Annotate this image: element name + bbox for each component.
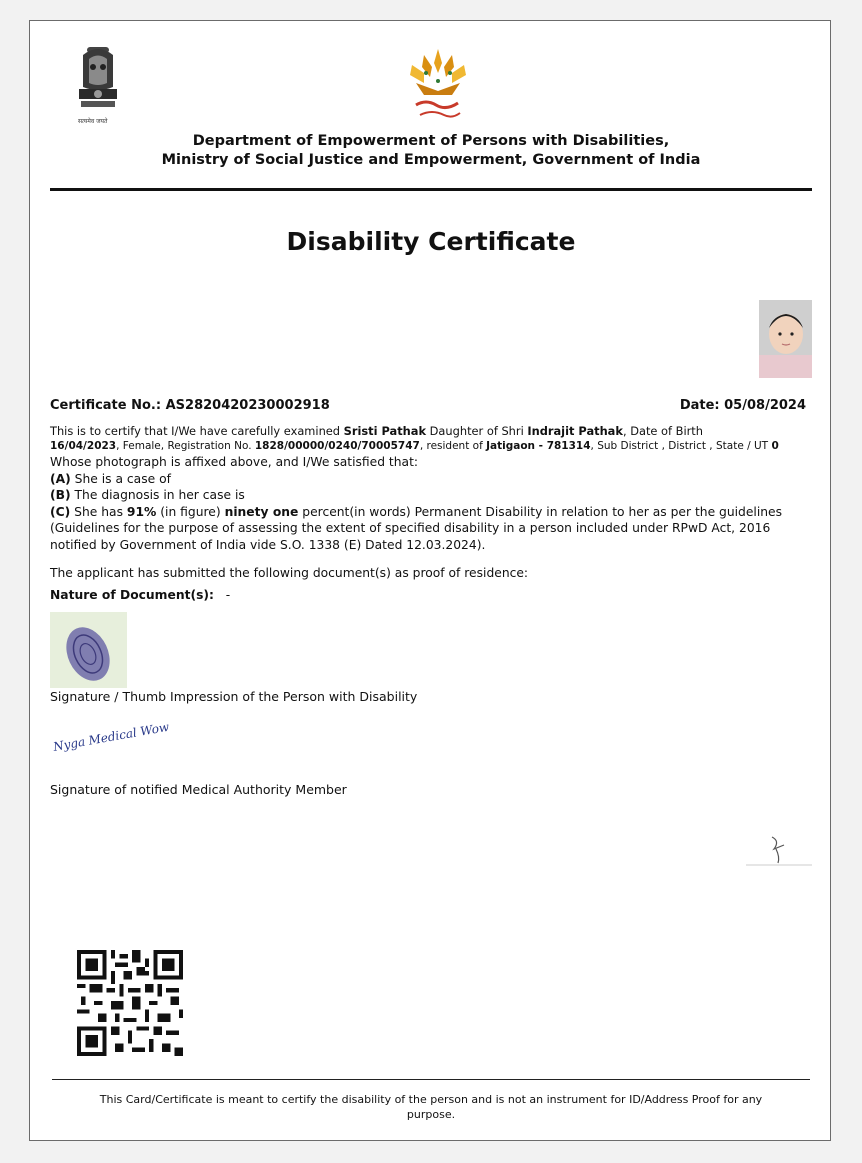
certificate-page (29, 20, 831, 1141)
national-emblem-icon (73, 43, 123, 123)
medical-authority-signature (52, 717, 192, 757)
applicant-photo (759, 300, 812, 378)
lotus-logo-icon (402, 43, 474, 133)
footer-divider (52, 1079, 810, 1080)
handwritten-signature-text: Nyga Medical Wow (52, 719, 171, 754)
thumb-impression-image (50, 612, 127, 688)
department-line-2: Ministry of Social Justice and Empowerment, Government of India (161, 152, 701, 168)
certificate-date: Date: 05/08/2024 (679, 398, 806, 413)
nature-of-document: Nature of Document(s): - (50, 588, 231, 602)
emblem-motto: सत्यमेव जयते (78, 118, 108, 125)
certification-paragraph: This is to certify that I/We have carefully examined Sristi Pathak Daughter of Shri Indrajit Pathak, Date of Birth 16/04/2023, Female, Registration No. 1828/00000/0240/70005747, resident of Jatigaon - 781314, Sub District , District , State / UT 0 (50, 424, 779, 452)
thumb-signature-label: Signature / Thumb Impression of the Person with Disability (50, 689, 418, 704)
authority-signature-label: Signature of notified Medical Authority Member (50, 782, 347, 797)
residence-proof-line: The applicant has submitted the following document(s) as proof of residence: (50, 566, 529, 580)
page-title: Disability Certificate (286, 227, 576, 256)
affirmation-line: Whose photograph is affixed above, and I/We satisfied that: (50, 455, 419, 469)
header-divider (50, 188, 812, 191)
department-line-1: Department of Empowerment of Persons with Disabilities, (192, 133, 670, 149)
footer-disclaimer: This Card/Certificate is meant to certify the disability of the person and is not an instrument for ID/Address Proof for any purpose. (99, 1093, 763, 1121)
certificate-number: Certificate No.: AS2820420230002918 (50, 398, 330, 413)
verification-qr-code (77, 950, 183, 1056)
clause-c: (C) She has 91% (in figure) ninety one percent(in words) Permanent Disability in relation to her as per the guidelines (Guidelines for the purpose of assessing the extent of specified disability in a person included under RPwD Act, 2016 notified by Government of India vide S.O. 1338 (E) Dated 12.03.2024). (50, 504, 783, 552)
clause-a: (A) She is a case of (50, 471, 171, 486)
clause-b: (B) The diagnosis in her case is (50, 488, 245, 502)
initials-mark (744, 831, 814, 867)
